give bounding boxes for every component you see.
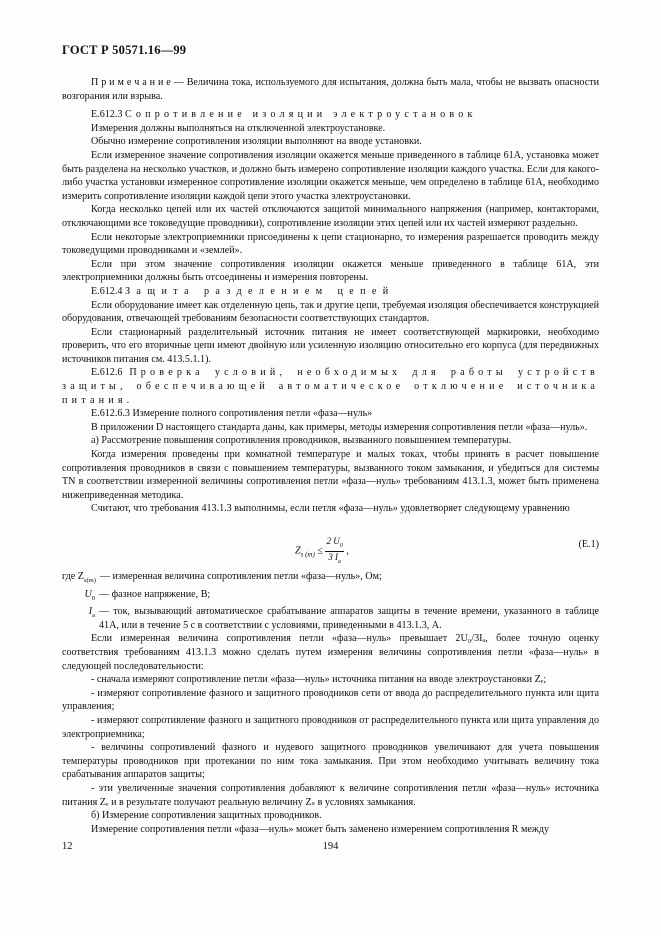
page-number-left: 12 (62, 841, 73, 852)
formula-legend (62, 570, 599, 632)
paragraph: б) Измерение сопротивления защитных проводников. (91, 810, 322, 822)
formula-lhs-sub: s (m) (300, 550, 315, 559)
section-title: Сопротивление изоляции электроустановок (124, 109, 477, 121)
legend-key (62, 570, 100, 588)
legend-value: — фазное напряжение, В; (99, 588, 211, 600)
list-item: - измеряют сопротивление фазного и защитного проводников сети от ввода до распределительного пункта или щита управления; (62, 687, 599, 713)
paragraph: Когда несколько цепей или их частей отключаются защитой минимального напряжения (например, контакторами, отключающими все токоведущие проводники), сопротивление изоляции этих цепей или их частей измеряют раздельно. (62, 204, 599, 229)
section-heading-e6123 (62, 108, 599, 122)
formula-denominator (325, 552, 343, 567)
section-title: Защита разделением цепей (124, 285, 395, 297)
paragraph: Обычно измерение сопротивления изоляции выполняют на вводе установки. (91, 136, 422, 148)
formula-den-sub: a (337, 558, 341, 565)
section-number: Е.612.4 (91, 285, 123, 297)
document-body (62, 76, 599, 836)
formula-tail: , (343, 545, 349, 557)
section-number: Е.612.3 (91, 109, 123, 121)
paragraph: Если при этом значение сопротивления изоляции окажется меньше приведенного в таблице 61А, эти электроприемники должны быть отсоединены и измерения повторены. (62, 258, 599, 284)
page-number-center: 194 (322, 841, 339, 852)
paragraph: В приложении D настоящего стандарта даны, как примеры, методы измерения сопротивления петли «фаза—нуль». (91, 421, 588, 433)
legend-key-sub: 0 (91, 594, 95, 602)
legend-row (62, 605, 599, 632)
formula-lhs: Z (295, 545, 301, 557)
paragraph: Если оборудование имеет как отделенную цепь, так и другие цепи, требуемая изоляция обеспечивается конструкцией оборудования, отвечающей требованиям безопасности соответствующих стандартов. (62, 299, 599, 325)
formula-num-sub: 0 (339, 542, 343, 549)
legend-key-sub: a (92, 612, 95, 620)
formula-relation: ≤ (317, 545, 323, 557)
legend-key-text: где Z (62, 571, 84, 582)
section-title: Проверка условий, необходимых для работы устройств защиты, обеспечивающей автоматическое отключение источника питания. (62, 367, 599, 406)
subsection-heading-e61263: Е.612.6.3 Измерение полного сопротивления петли «фаза—нуль» (91, 408, 373, 420)
paragraph: Когда измерения проведены при комнатной температуре и малых токах, чтобы принять в расчет повышение сопротивления проводников в связи с повышением температуры, вызванного током замыкания, и убедиться для системы TN в соответствии измеренной величины сопротивления петли «фаза—нуль» требованиям 413.1.3, может быть применена нижеприведенная методика. (62, 449, 599, 501)
note-paragraph: П р и м е ч а н и е — Величина тока, используемого для испытания, должна быть мала, чтобы не вызвать опасности возгорания или взрыва. (62, 77, 599, 102)
paragraph: Считают, что требования 413.1.3 выполнимы, если петля «фаза—нуль» удовлетворяет следующему уравнению (91, 503, 570, 515)
list-item: - измеряют сопротивление фазного и защитного проводников от распределительного пункта или щита управления до электроприемника; (62, 714, 599, 740)
legend-key (62, 588, 99, 606)
legend-key (62, 605, 99, 632)
formula-fraction (325, 536, 343, 567)
paragraph: Если некоторые электроприемники присоединены к цепи стационарно, то измерения разрешается проводить между токоведущими проводниками и «землей». (62, 231, 599, 257)
legend-row (62, 570, 599, 588)
formula-expression (295, 536, 349, 567)
formula-e1 (62, 528, 599, 565)
section-heading-e6124 (62, 285, 599, 299)
list-item: - эти увеличенные значения сопротивления добавляют к величине сопротивления петли «фаза—нуль» источника питания Zₑ и в результате получают реальную величину Zₛ в условиях замыкания. (62, 782, 599, 808)
paragraph: Измерение сопротивления петли «фаза—нуль» может быть заменено измерением сопротивления R между (91, 823, 550, 835)
legend-value: — измеренная величина сопротивления петли «фаза—нуль», Ом; (99, 571, 382, 582)
formula-number: (Е.1) (578, 539, 599, 550)
paragraph: Измерения должны выполняться на отключенной электроустановке. (91, 122, 386, 134)
paragraph: Если измеренное значение сопротивления изоляции окажется меньше приведенного в таблице 61А, установка может быть разделена на несколько участков, и должно быть измерено сопротивление изоляции каждого участка. Если для какого-либо участка установки измеренное сопротивление изоляции окажется меньше, чем определено в таблице 61А, необходимо измерить сопротивление изоляции каждой цепи этого участка электроустановки. (62, 149, 599, 202)
legend-key-text: I (88, 606, 93, 618)
section-number: Е.612.6 (91, 367, 123, 379)
list-item: - величины сопротивлений фазного и нудевого защитного проводников увеличивают для учета повышения температуры проводников при протекании по ним тока замыкания. При этом необходимо учитывать величину тока срабатывания аппаратов защиты; (62, 742, 599, 781)
legend-value: — ток, вызывающий автоматическое срабатывание аппаратов защиты в течение времени, указанного в таблице 41А, или в течение 5 с в соответствии с условиями, приведенными в 413.1.3, А. (99, 606, 599, 631)
list-item: - сначала измеряют сопротивление петли «фаза—нуль» источника питания на вводе электроустановки Zₑ; (91, 674, 547, 686)
formula-num-text: 2 U (326, 536, 340, 546)
paragraph: а) Рассмотрение повышения сопротивления проводников, вызванного повышением температуры. (91, 435, 512, 447)
paragraph: Если измеренная величина сопротивления петли «фаза—нуль» превышает 2U₀/3Iₐ, более точную оценку соответствия требованиям 413.1.3 можно сделать путем измерения величины сопротивления петли «фаза—нуль» в следующей последовательности: (62, 633, 599, 672)
section-heading-e6126 (62, 366, 599, 407)
document-header: ГОСТ Р 50571.16—99 (62, 43, 187, 57)
legend-row (62, 588, 599, 606)
legend-key-text: U (84, 588, 92, 600)
paragraph: Если стационарный разделительный источник питания не имеет соответствующей маркировки, необходимо проверить, что его вторичные цепи имеют двойную или усиленную изоляцию относительно его корпуса (для передвижных источников питания см. 413.5.1.1). (62, 326, 599, 365)
formula-numerator (325, 536, 343, 552)
formula-den-text: 3 I (328, 551, 338, 562)
legend-key-sub: s(m) (83, 577, 96, 585)
